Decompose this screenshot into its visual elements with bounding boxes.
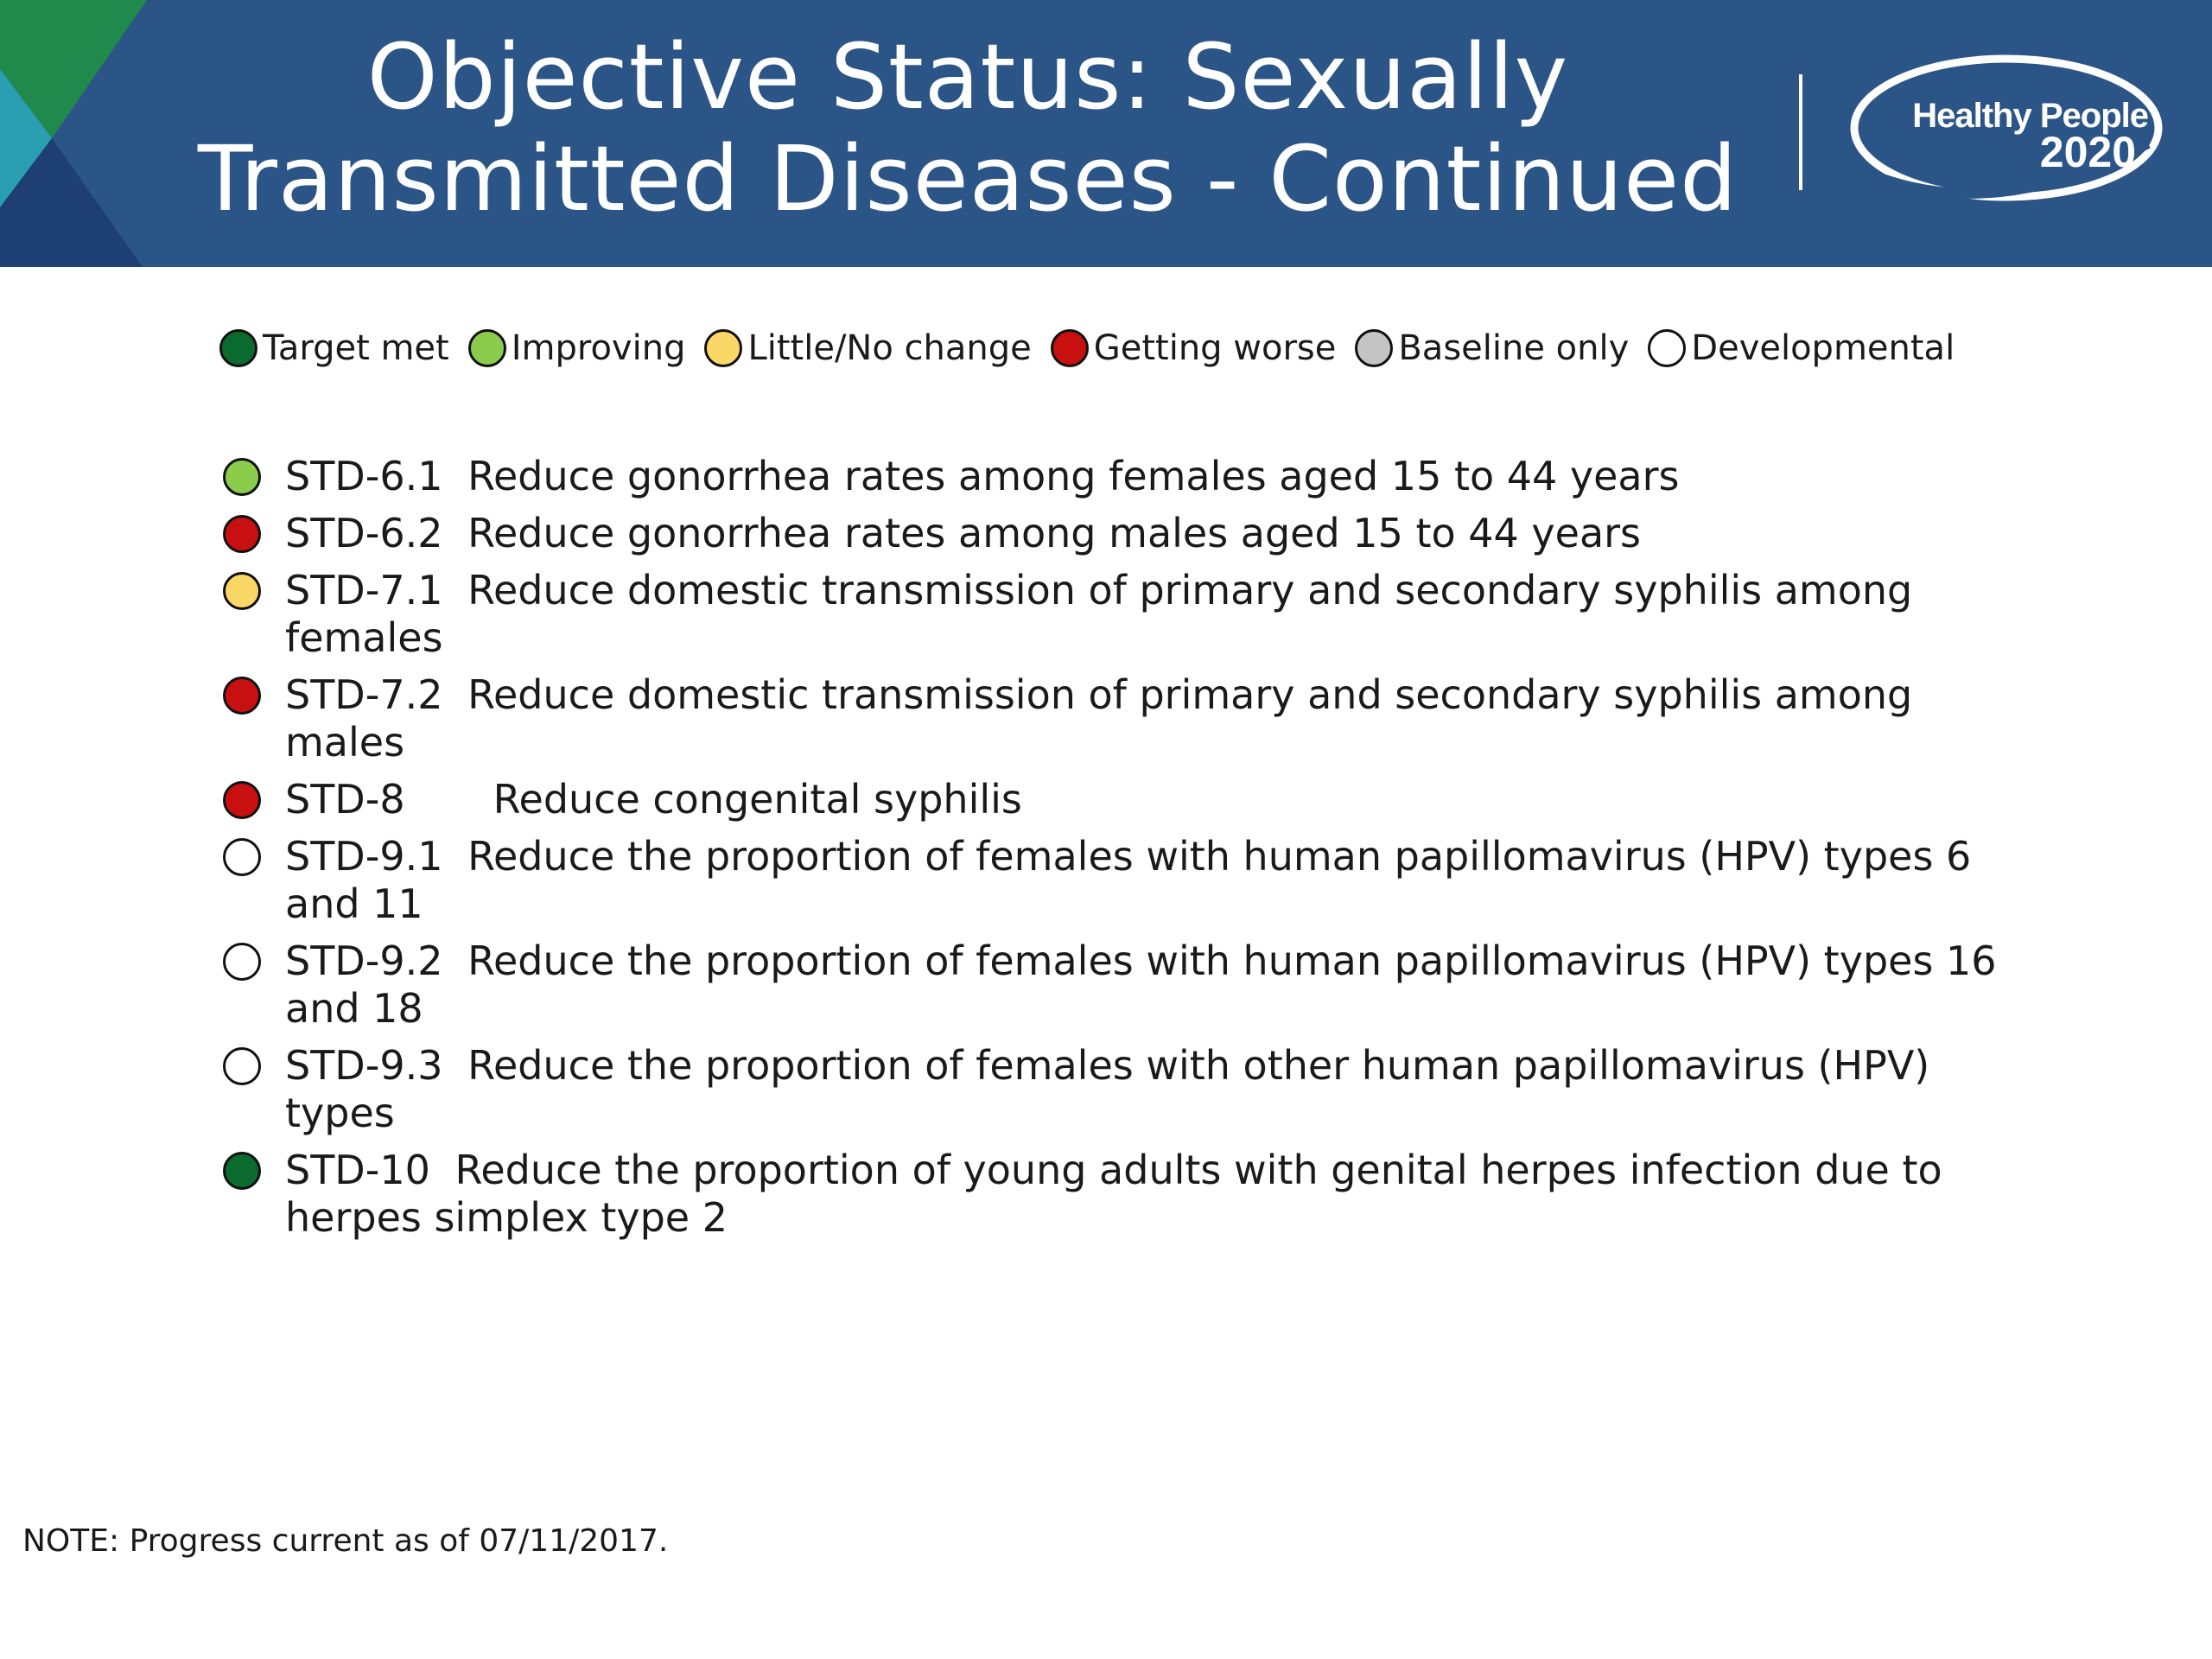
legend-item-getting-worse xyxy=(1051,328,1337,368)
objective-text: Reduce domestic transmission of primary and secondary syphilis among males xyxy=(285,671,1913,766)
legend-label: Baseline only xyxy=(1398,328,1630,368)
objective-text: Reduce the proportion of females with human papillomavirus (HPV) types 6 and 11 xyxy=(285,833,1972,927)
target-met-dot-icon xyxy=(219,329,257,367)
status-dot-icon xyxy=(223,1152,261,1190)
objective-text: Reduce the proportion of young adults with genital herpes infection due to herpes simplex type 2 xyxy=(285,1147,1942,1241)
objective-text: Reduce gonorrhea rates among males aged 15 to 44 years xyxy=(467,510,1642,556)
status-dot-icon xyxy=(223,1047,261,1085)
objectives-list xyxy=(221,453,2036,1251)
legend-label: Developmental xyxy=(1691,328,1955,368)
legend-label: Little/No change xyxy=(747,328,1032,368)
objective-code: STD-7.2 xyxy=(285,671,443,718)
status-dot-icon xyxy=(223,781,261,819)
progress-note: NOTE: Progress current as of 07/11/2017. xyxy=(22,1523,669,1559)
status-dot-icon xyxy=(223,943,261,981)
objective-code: STD-9.3 xyxy=(285,1042,443,1089)
objective-code: STD-10 xyxy=(285,1147,430,1193)
slide-header xyxy=(0,0,2212,267)
status-legend xyxy=(219,324,1974,372)
objective-code: STD-6.2 xyxy=(285,510,443,556)
objective-item xyxy=(221,1042,2036,1137)
objective-item xyxy=(221,671,2036,766)
little-no-change-dot-icon xyxy=(704,329,742,367)
objective-code: STD-7.1 xyxy=(285,567,443,613)
objective-text: Reduce congenital syphilis xyxy=(493,776,1022,823)
healthy-people-logo xyxy=(1846,48,2174,213)
objective-item xyxy=(221,567,2036,662)
getting-worse-dot-icon xyxy=(1051,329,1089,367)
status-dot-icon xyxy=(223,677,261,715)
objective-code: STD-9.2 xyxy=(285,938,443,984)
improving-dot-icon xyxy=(468,329,506,367)
objective-item xyxy=(221,510,2036,557)
slide-title xyxy=(173,26,1763,230)
title-line-2: Transmitted Diseases - Continued xyxy=(197,126,1738,232)
objective-code: STD-6.1 xyxy=(285,453,443,499)
logo-text-line-2: 2020 xyxy=(2039,128,2136,176)
objective-text: Reduce gonorrhea rates among females aged 15 to 44 years xyxy=(467,453,1680,499)
status-dot-icon xyxy=(223,458,261,496)
legend-label: Getting worse xyxy=(1093,328,1337,368)
legend-item-developmental xyxy=(1648,328,1955,368)
header-divider xyxy=(1799,74,1802,190)
status-dot-icon xyxy=(223,838,261,876)
objective-item xyxy=(221,938,2036,1033)
logo-text-line-1: Healthy People xyxy=(1912,97,2148,135)
legend-item-target-met xyxy=(219,328,449,368)
legend-label: Target met xyxy=(263,328,449,368)
objective-item xyxy=(221,453,2036,500)
objective-text: Reduce the proportion of females with human papillomavirus (HPV) types 16 and 18 xyxy=(285,938,1997,1032)
objective-code: STD-9.1 xyxy=(285,833,443,880)
objective-text: Reduce domestic transmission of primary and secondary syphilis among females xyxy=(285,567,1913,661)
status-dot-icon xyxy=(223,572,261,610)
legend-label: Improving xyxy=(511,328,686,368)
objective-text: Reduce the proportion of females with other human papillomavirus (HPV) types xyxy=(285,1042,1930,1136)
objective-item xyxy=(221,833,2036,928)
developmental-dot-icon xyxy=(1648,329,1686,367)
corner-decoration xyxy=(0,0,173,267)
status-dot-icon xyxy=(223,515,261,553)
baseline-only-dot-icon xyxy=(1355,329,1393,367)
legend-item-little-no-change xyxy=(704,328,1031,368)
legend-item-baseline-only xyxy=(1355,328,1629,368)
objective-item xyxy=(221,1147,2036,1242)
objective-code: STD-8 xyxy=(285,776,405,823)
legend-item-improving xyxy=(468,328,686,368)
title-line-1: Objective Status: Sexually xyxy=(366,24,1569,130)
objective-item xyxy=(221,776,2036,823)
